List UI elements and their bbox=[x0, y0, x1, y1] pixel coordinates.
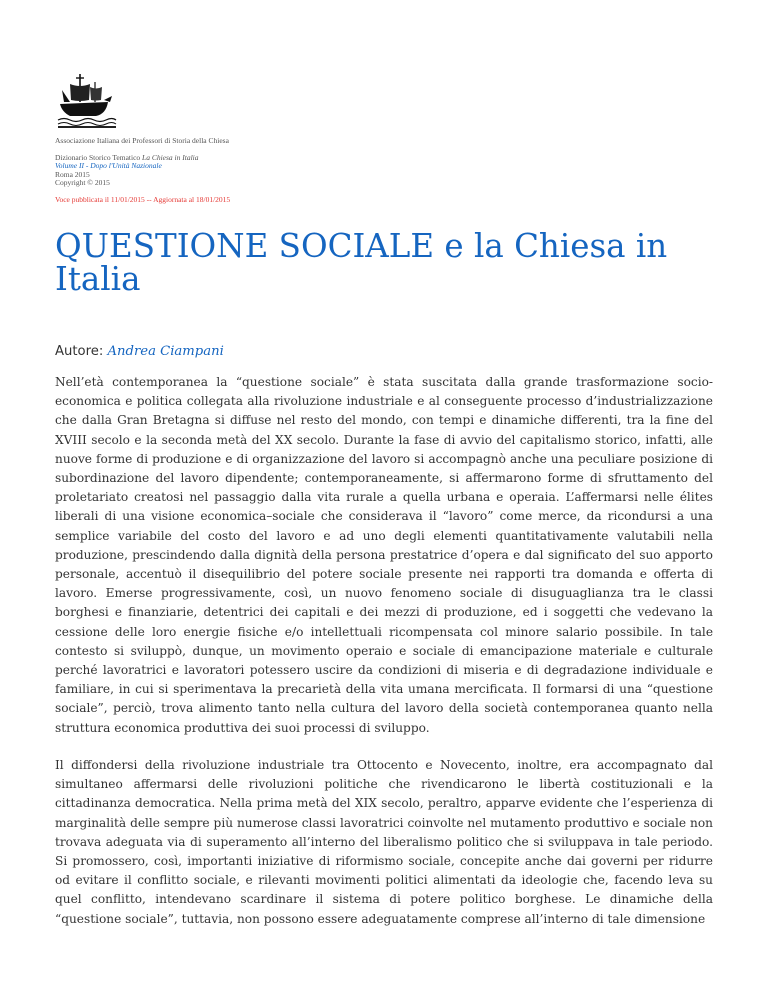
author-label: Autore: bbox=[55, 344, 108, 359]
header-meta bbox=[55, 137, 455, 205]
author-line bbox=[55, 344, 224, 359]
ship-logo-icon bbox=[56, 72, 118, 130]
volume-link[interactable]: Volume II - Dopo l'Unità Nazionale bbox=[55, 161, 162, 171]
copyright: Copyright © 2015 bbox=[55, 178, 110, 188]
association-name: Associazione Italiana dei Professori di Storia della Chiesa bbox=[55, 136, 229, 145]
article-paragraph: Nell’età contemporanea la “questione sociale” è stata suscitata dalla grande trasformazione socio-economica e politica collegata alla rivoluzione industriale e al conseguente processo d’industrializzazione che dalla Gran Bretagna si diffuse nel resto del mondo, con tempi e dinamiche differenti, tra la fine del XVIII secolo e la seconda metà del XX secolo. Durante la fase di avvio del capitalismo storico, infatti, alle nuove forme di produzione e di organizzazione del lavoro si accompagnò anche una peculiare posizione di subordinazione del lavoro dipendente; contemporaneamente, si affermarono forme di sfruttamento del proletariato creatosi nel passaggio dalla vita rurale a quella urbana e operaia. L’affermarsi nelle élites liberali di una visione economica–sociale che considerava il “lavoro” come merce, da ricondursi a una semplice variabile del costo del lavoro e ad uno degli elementi quantitativamente valutabili nella produzione, prescindendo dalla dignità della persona prestatrice d’opera e dal significato del suo apporto personale, accentuò il disequilibrio del potere sociale presente nei rapporti tra domanda e offerta di lavoro. Emerse progressivamente, così, un nuovo fenomeno sociale di disuguaglianza tra le classi borghesi e finanziarie, detentrici dei capitali e dei mezzi di produzione, ed i soggetti che vedevano la cessione delle loro energie fisiche e/o intellettuali ricompensata col minore salario possibile. In tale contesto si sviluppò, dunque, un movimento operaio e sociale di emancipazione materiale e culturale perché lavoratrici e lavoratori potessero uscire da condizioni di miseria e di degradazione individuale e familiare, in cui si sperimentava la precarietà della vita umana mercificata. Il formarsi di una “questione sociale”, perciò, trova alimento tanto nella cultura del lavoro della società contemporanea quanto nella struttura economica produttiva dei suoi processi di sviluppo. bbox=[55, 375, 713, 735]
article-title: QUESTIONE SOCIALE e la Chiesa in Italia bbox=[55, 227, 668, 298]
dictionary-prefix: Dizionario Storico Tematico bbox=[55, 152, 143, 162]
publication-date: Voce pubblicata il 11/01/2015 -- Aggiornata al 18/01/2015 bbox=[55, 194, 231, 204]
article-paragraph: Il diffondersi della rivoluzione industriale tra Ottocento e Novecento, inoltre, era accompagnato dal simultaneo affermarsi delle rivoluzioni politiche che rivendicarono le libertà costituzionali e la cittadinanza democratica. Nella prima metà del XIX secolo, peraltro, apparve evidente che l’esperienza di marginalità delle sempre più numerose classi lavoratrici coinvolte nel mutamento produttivo e sociale non trovava adeguata via di superamento all’interno del liberalismo politico che si sviluppava in tale periodo. Si promossero, così, importanti iniziative di riformismo sociale, concepite anche dai governi per ridurre od evitare il conflitto sociale, e rilevanti movimenti politici alimentati da ideologie che, facendo leva su quel conflitto, intendevano scardinare il sistema di potere politico borghese. Le dinamiche della “questione sociale”, tuttavia, non possono essere adeguatamente comprese all’interno di tale dimensione bbox=[55, 758, 713, 926]
author-link[interactable]: Andrea Ciampani bbox=[107, 344, 224, 359]
dictionary-title: La Chiesa in Italia bbox=[142, 152, 199, 162]
place-year: Roma 2015 bbox=[55, 169, 90, 179]
